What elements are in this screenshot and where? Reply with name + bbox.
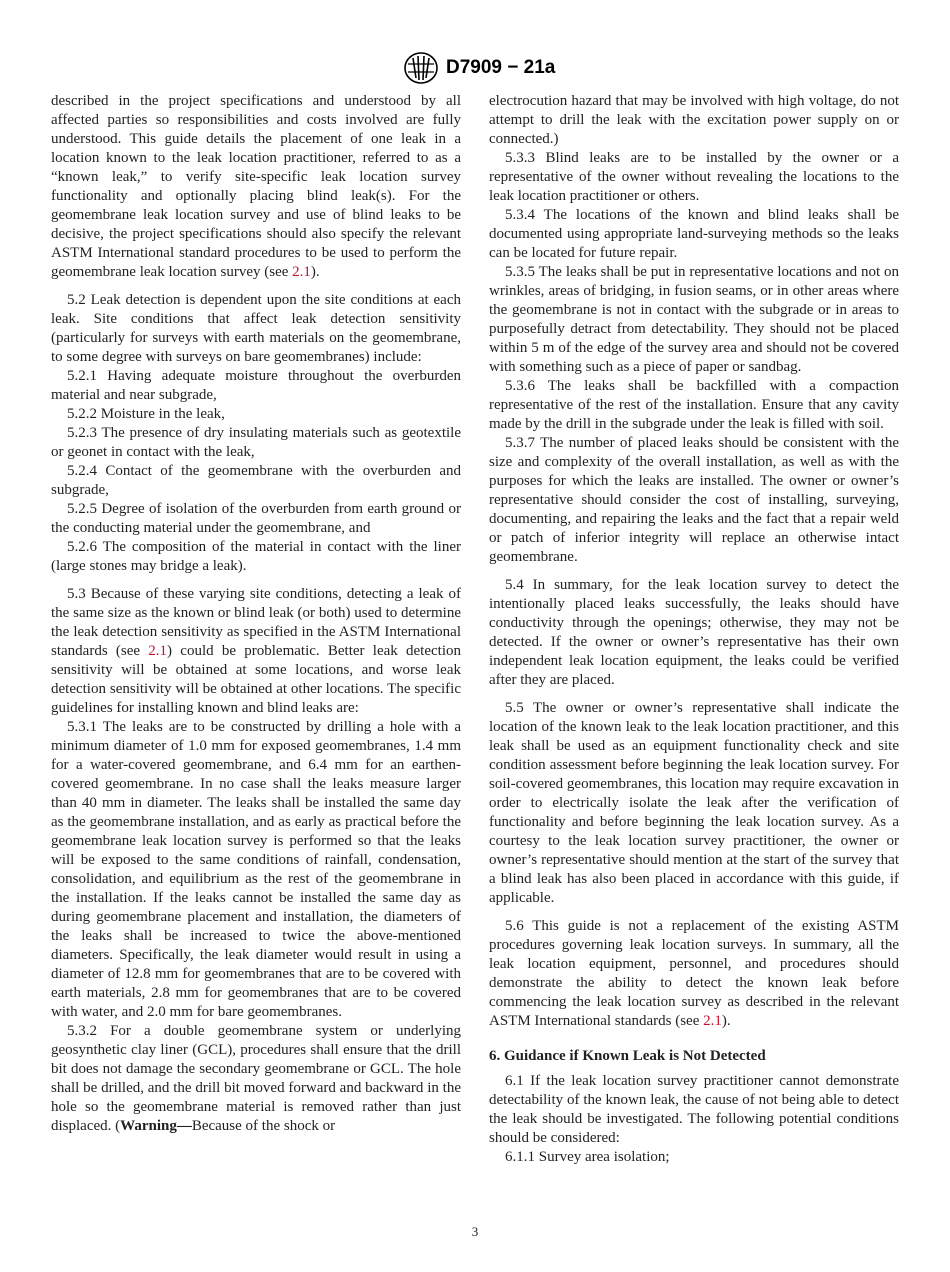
standard-designation: D7909 − 21a bbox=[446, 57, 556, 78]
paragraph-6-1: 6.1 If the leak location survey practitioner cannot demonstrate detectability of the known leak, the cause of not being able to detect the leak should be investigated. The following potential conditions should be considered: bbox=[489, 1073, 899, 1146]
paragraph-5-2-4: 5.2.4 Contact of the geomembrane with the overburden and subgrade, bbox=[51, 463, 461, 498]
paragraph-5-2-3: 5.2.3 The presence of dry insulating materials such as geotextile or geonet in contact with the leak, bbox=[51, 425, 461, 460]
page-header bbox=[0, 52, 950, 86]
paragraph-5-2-2: 5.2.2 Moisture in the leak, bbox=[67, 406, 225, 422]
warning-label: Warning— bbox=[120, 1118, 192, 1134]
astm-logo-icon bbox=[404, 52, 438, 84]
page-number: 3 bbox=[471, 1224, 479, 1239]
reference-link-2-1[interactable]: 2.1 bbox=[703, 1013, 722, 1029]
paragraph-5-2-1: 5.2.1 Having adequate moisture throughout the overburden material and near subgrade, bbox=[51, 368, 461, 403]
paragraph-5-5: 5.5 The owner or owner’s representative shall indicate the location of the known leak to the leak location practitioner, and this leak shall be used as an equipment functionality check and site condition assessment before beginning the leak location survey. For soil-covered geomembranes, this location may require excavation in order to electrically isolate the leak after the verification of functionality and before beginning the leak location survey. As a courtesy to the leak location survey practitioner, the owner or owner’s representative should mention at the start of the survey that a blind leak has also been placed in accordance with this guide, if applicable. bbox=[489, 700, 899, 906]
right-column bbox=[489, 92, 899, 1167]
paragraph-5-3: 5.3 Because of these varying site conditions, detecting a leak of the same size as the known or blind leak (or both) used to determine the leak detection sensitivity as specified in the ASTM International standards (see 2.1) could be problematic. Better leak detection sensitivity will be obtained at some locations, and worse leak detection sensitivity will be obtained at other locations. The specific guidelines for installing known and blind leaks are: bbox=[51, 586, 461, 716]
paragraph-intro-continued: described in the project specifications and understood by all affected parties so responsibilities and costs involved are fully understood. This guide details the placement of one leak in a location known to the leak location practitioner, referred to as a “known leak,” to verify site-specific leak location survey functionality and optionally placing blind leak(s). For the geomembrane leak location survey and use of blind leaks to be decisive, the project specifications should also specify the relevant ASTM International standard procedures to be used to perform the geomembrane leak location survey (see 2.1). bbox=[51, 93, 461, 280]
paragraph-5-2-5: 5.2.5 Degree of isolation of the overburden from earth ground or the conducting material under the geomembrane, and bbox=[51, 501, 461, 536]
paragraph-5-3-5: 5.3.5 The leaks shall be put in representative locations and not on wrinkles, areas of bridging, in fusion seams, or in other areas where the geomembrane is not in contact with the subgrade or in areas to purposefully detract from detectability. They should not be placed within 5 m of the edge of the survey area and should not be covered with something such as a piece of paper or sandbag. bbox=[489, 264, 899, 375]
paragraph-5-3-2: 5.3.2 For a double geomembrane system or underlying geosynthetic clay liner (GCL), procedures shall ensure that the drill bit does not damage the secondary geomembrane or GCL. The hole shall be drilled, and the drill bit moved forward and backward in the hole so the geomembrane material is removed rather than just displaced. (Warning—Because of the shock or bbox=[51, 1023, 461, 1134]
paragraph-5-2-6: 5.2.6 The composition of the material in contact with the liner (large stones may bridge a leak). bbox=[51, 539, 461, 574]
paragraph-5-3-2-continued: electrocution hazard that may be involved with high voltage, do not attempt to drill the leak with the excitation power supply on or connected.) bbox=[489, 93, 899, 147]
paragraph-5-3-7: 5.3.7 The number of placed leaks should be consistent with the size and complexity of the overall installation, as well as with the purposes for which the leaks are installed. The owner or owner’s representative should consider the cost of installing, surveying, documenting, and repairing the leaks and the fact that a repair weld or patch of inferior integrity will replace an otherwise intact geomembrane. bbox=[489, 435, 899, 565]
paragraph-5-3-4: 5.3.4 The locations of the known and blind leaks shall be documented using appropriate land-surveying methods so the leaks can be located for future repair. bbox=[489, 207, 899, 261]
paragraph-5-4: 5.4 In summary, for the leak location survey to detect the intentionally placed leaks successfully, the leaks should have conductivity through the openings; otherwise, they may not be detected. If the owner or owner’s representative has their own independent leak location equipment, the leaks could be verified after they are placed. bbox=[489, 577, 899, 688]
left-column bbox=[51, 92, 461, 1136]
reference-link-2-1[interactable]: 2.1 bbox=[148, 643, 168, 659]
reference-link-2-1[interactable]: 2.1 bbox=[292, 264, 311, 280]
paragraph-5-3-1: 5.3.1 The leaks are to be constructed by drilling a hole with a minimum diameter of 1.0 mm for exposed geomembranes, 1.4 mm for a water-covered geomembrane, and 6.4 mm for an earthen-covered geomembrane. In no case shall the leaks measure larger than 40 mm in diameter. The leaks shall be installed the same day as the geomembrane installation, and as early as practical before the geomembrane leak location survey is performed so that the leaks will be exposed to the same conditions of rainfall, condensation, consolidation, and equilibrium as the rest of the geomembrane in the installation. If the leaks cannot be installed the same day as during geomembrane placement and installation, the diameters of the leaks shall be increased to twice the above-mentioned diameters. Specifically, the leak diameter would result in using a diameter of 12.8 mm for geomembranes that are to be covered with earth materials, 2.8 mm for geomembranes that are to be covered with water, and 2.0 mm for bare geomembranes. bbox=[51, 719, 461, 1020]
paragraph-5-6: 5.6 This guide is not a replacement of the existing ASTM procedures governing leak location surveys. In summary, all the leak location equipment, personnel, and procedures should demonstrate the ability to detect the known leak before commencing the leak location survey as described in the relevant ASTM International standards (see 2.1). bbox=[489, 918, 899, 1029]
section-6-heading: 6. Guidance if Known Leak is Not Detected bbox=[489, 1048, 766, 1064]
paragraph-5-3-6: 5.3.6 The leaks shall be backfilled with a compaction representative of the rest of the installation. Ensure that any cavity made by the drill in the subgrade under the leak is filled with soil. bbox=[489, 378, 899, 432]
paragraph-6-1-1: 6.1.1 Survey area isolation; bbox=[505, 1149, 670, 1165]
paragraph-5-2: 5.2 Leak detection is dependent upon the site conditions at each leak. Site conditions that affect leak detection sensitivity (particularly for surveys with earth materials on the geomembrane, to some degree with surveys on bare geomembranes) include: bbox=[51, 292, 461, 365]
paragraph-5-3-3: 5.3.3 Blind leaks are to be installed by the owner or a representative of the owner without revealing the locations to the leak location practitioner or others. bbox=[489, 150, 899, 204]
